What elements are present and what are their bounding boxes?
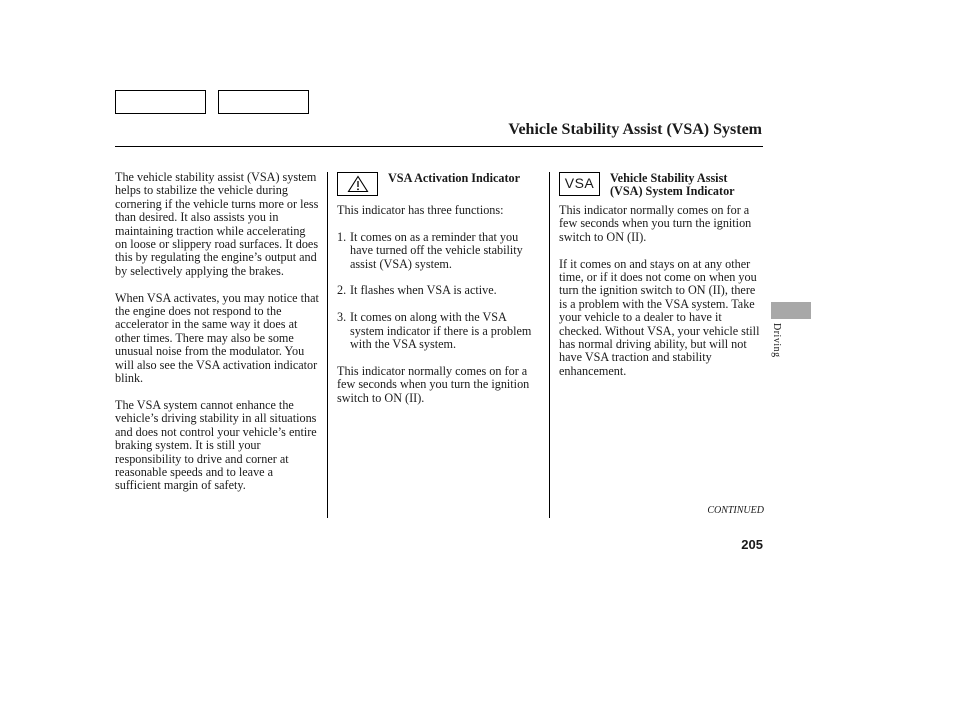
list-number: 1.	[337, 229, 347, 244]
column-divider	[327, 172, 328, 518]
indicator-title	[610, 172, 735, 199]
column-divider	[549, 172, 550, 518]
page-number: 205	[741, 537, 763, 552]
paragraph: If it comes on and stays on at any other time, or if it does not come on when you turn the ignition switch to ON (II), there is a problem with the VSA system. Take your vehicle to a dealer to have it checked. Without VSA, your vehicle still has normal driving ability, but will not have VSA traction and stability enhancement.	[559, 256, 760, 378]
list-item	[337, 231, 543, 271]
indicator-title: VSA Activation Indicator	[388, 171, 521, 185]
list-text: It comes on as a reminder that you have turned off the vehicle stability assist (VSA) system.	[350, 229, 523, 271]
right-column	[559, 171, 764, 392]
list-number: 3.	[337, 310, 347, 325]
indicator-intro: This indicator has three functions:	[337, 203, 504, 217]
paragraph: The VSA system cannot enhance the vehicle’s driving stability in all situations and does not control your vehicle’s entire braking system. It is still your responsibility to drive and corner at reasonable speeds and to leave a sufficient margin of safety.	[115, 397, 317, 493]
indicator-header	[559, 171, 764, 199]
indicator-title-line: Vehicle Stability Assist	[610, 171, 728, 185]
left-column	[115, 171, 320, 506]
middle-column	[337, 171, 543, 418]
nav-button-table-of-contents[interactable]	[218, 90, 309, 114]
list-item	[337, 284, 543, 297]
section-tab[interactable]	[771, 302, 811, 319]
page-title: Vehicle Stability Assist (VSA) System	[508, 121, 762, 138]
title-divider	[115, 146, 763, 147]
warning-triangle-icon	[337, 172, 378, 196]
indicator-header	[337, 171, 543, 199]
section-tab-label: Driving	[771, 323, 782, 358]
list-number: 2.	[337, 283, 347, 298]
nav-button-main-menu[interactable]	[115, 90, 206, 114]
continued-label: CONTINUED	[707, 505, 764, 516]
indicator-closing: This indicator normally comes on for a few seconds when you turn the ignition switch to ON (II).	[337, 363, 530, 405]
list-text: It comes on along with the VSA system indicator if there is a problem with the VSA system.	[350, 310, 532, 352]
vsa-indicator-icon: VSA	[559, 172, 600, 196]
function-list	[337, 231, 543, 352]
list-text: It flashes when VSA is active.	[350, 283, 497, 298]
indicator-title-line: (VSA) System Indicator	[610, 184, 735, 199]
paragraph: When VSA activates, you may notice that the engine does not respond to the accelerator in the same way it does at other times. There may also be some unusual noise from the modulator. You will also see the VSA activation indicator blink.	[115, 290, 319, 386]
paragraph: This indicator normally comes on for a few seconds when you turn the ignition switch to ON (II).	[559, 203, 752, 244]
paragraph: The vehicle stability assist (VSA) system helps to stabilize the vehicle during cornering if the vehicle turns more or less than desired. It also assists you in maintaining traction while accelerating on loose or slippery road surfaces. It does this by regulating the engine’s output and by selectively applying the brakes.	[115, 170, 319, 278]
list-item	[337, 311, 543, 351]
